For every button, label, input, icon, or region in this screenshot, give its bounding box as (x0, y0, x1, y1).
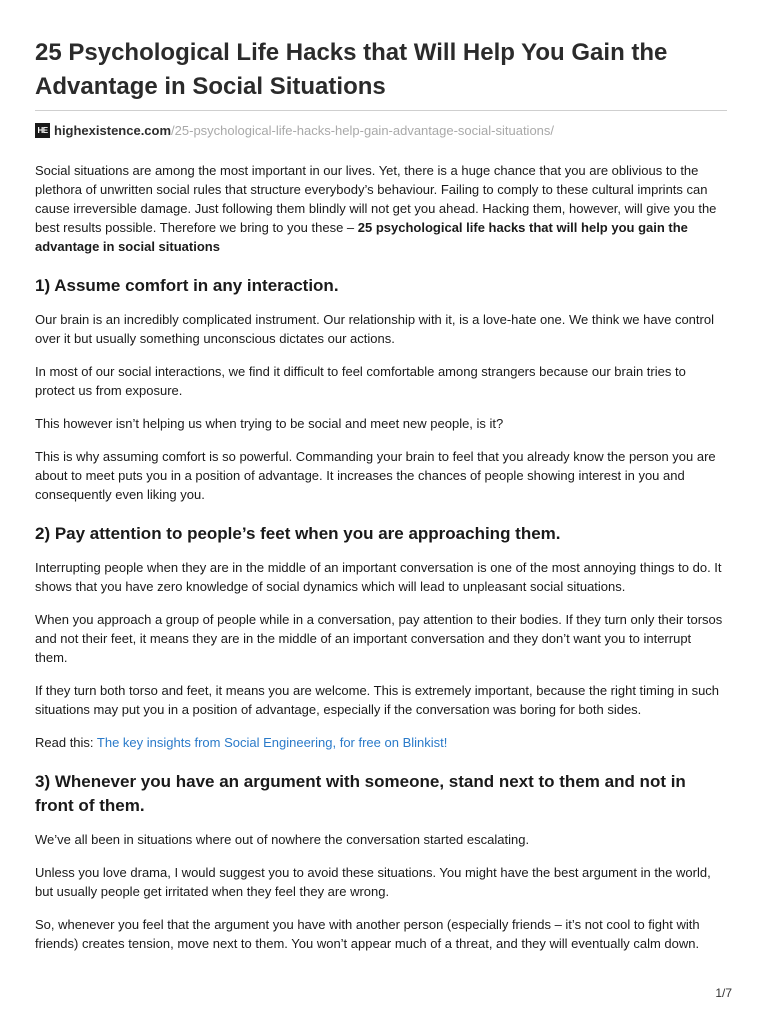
read-this-label: Read this: (35, 735, 97, 750)
section-1-paragraph: Our brain is an incredibly complicated instrument. Our relationship with it, is a love-hate one. We think we have control over it but usually something unconscious dictates our actions. (35, 312, 714, 346)
section-2-paragraph: Interrupting people when they are in the middle of an important conversation is one of the most annoying things to do. It shows that you have zero knowledge of social dynamics which will lead to unpleasant social situations. (35, 560, 722, 594)
section-2-heading: 2) Pay attention to people’s feet when you are approaching them. (35, 524, 561, 543)
intro-text: Social situations are among the most important in our lives. Yet, there is a huge chance that you are oblivious to the plethora of unwritten social rules that structure everybody’s behaviour. Failing to comply to these cultural imprints can cause irreversible damage. Just following them blindly will not get you ahead. Hacking them, however, will give you the best results possible. Therefore we bring to you these – (35, 163, 717, 235)
section-2-paragraph: If they turn both torso and feet, it means you are welcome. This is extremely important, because the right timing in such situations may put you in a position of advantage, especially if the conversation was boring for both sides. (35, 683, 720, 717)
section-3-paragraph: So, whenever you feel that the argument you have with another person (especially friends – it’s not cool to fight with friends) creates tension, move next to them. You won’t appear much of a threat, and they will eventually calm down. (35, 917, 700, 951)
source-domain[interactable]: highexistence.com (54, 122, 172, 138)
page-title: 25 Psychological Life Hacks that Will Help You Gain the Advantage in Social Situations (35, 39, 668, 100)
section-3-paragraph: We’ve all been in situations where out of nowhere the conversation started escalating. (35, 832, 530, 847)
article-body (35, 161, 727, 953)
blinkist-link[interactable]: The key insights from Social Engineering, for free on Blinkist! (96, 735, 448, 750)
source-line (35, 121, 727, 139)
section-3-heading: 3) Whenever you have an argument with someone, stand next to them and not in front of them. (35, 772, 686, 815)
section-1-paragraph: This is why assuming comfort is so powerful. Commanding your brain to feel that you already know the person you are about to meet puts you in a position of advantage. It increases the chances of people showing interest in you and consequently even liking you. (35, 449, 716, 502)
intro-paragraph (35, 161, 727, 256)
source-path[interactable]: /25-psychological-life-hacks-help-gain-advantage-social-situations/ (171, 122, 555, 138)
read-this-line (35, 733, 727, 752)
section-1-paragraph: This however isn’t helping us when trying to be social and meet new people, is it? (35, 416, 504, 431)
page-number: 1/7 (715, 986, 732, 1000)
section-3-paragraph: Unless you love drama, I would suggest you to avoid these situations. You might have the best argument in the world, but usually people get irritated when they feel they are wrong. (35, 865, 711, 899)
site-logo-icon: HE (35, 123, 50, 138)
section-1-paragraph: In most of our social interactions, we find it difficult to feel comfortable among strangers because our brain tries to protect us from exposure. (35, 364, 686, 398)
section-1-heading: 1) Assume comfort in any interaction. (35, 276, 339, 295)
title-divider (35, 110, 727, 111)
section-2-paragraph: When you approach a group of people while in a conversation, pay attention to their bodies. If they turn only their torsos and not their feet, it means they are in the middle of an important conversation and they don’t want you to interrupt them. (35, 612, 723, 665)
intro-bold-text: 25 psychological life hacks that will help you gain the advantage in social situations (35, 220, 688, 254)
